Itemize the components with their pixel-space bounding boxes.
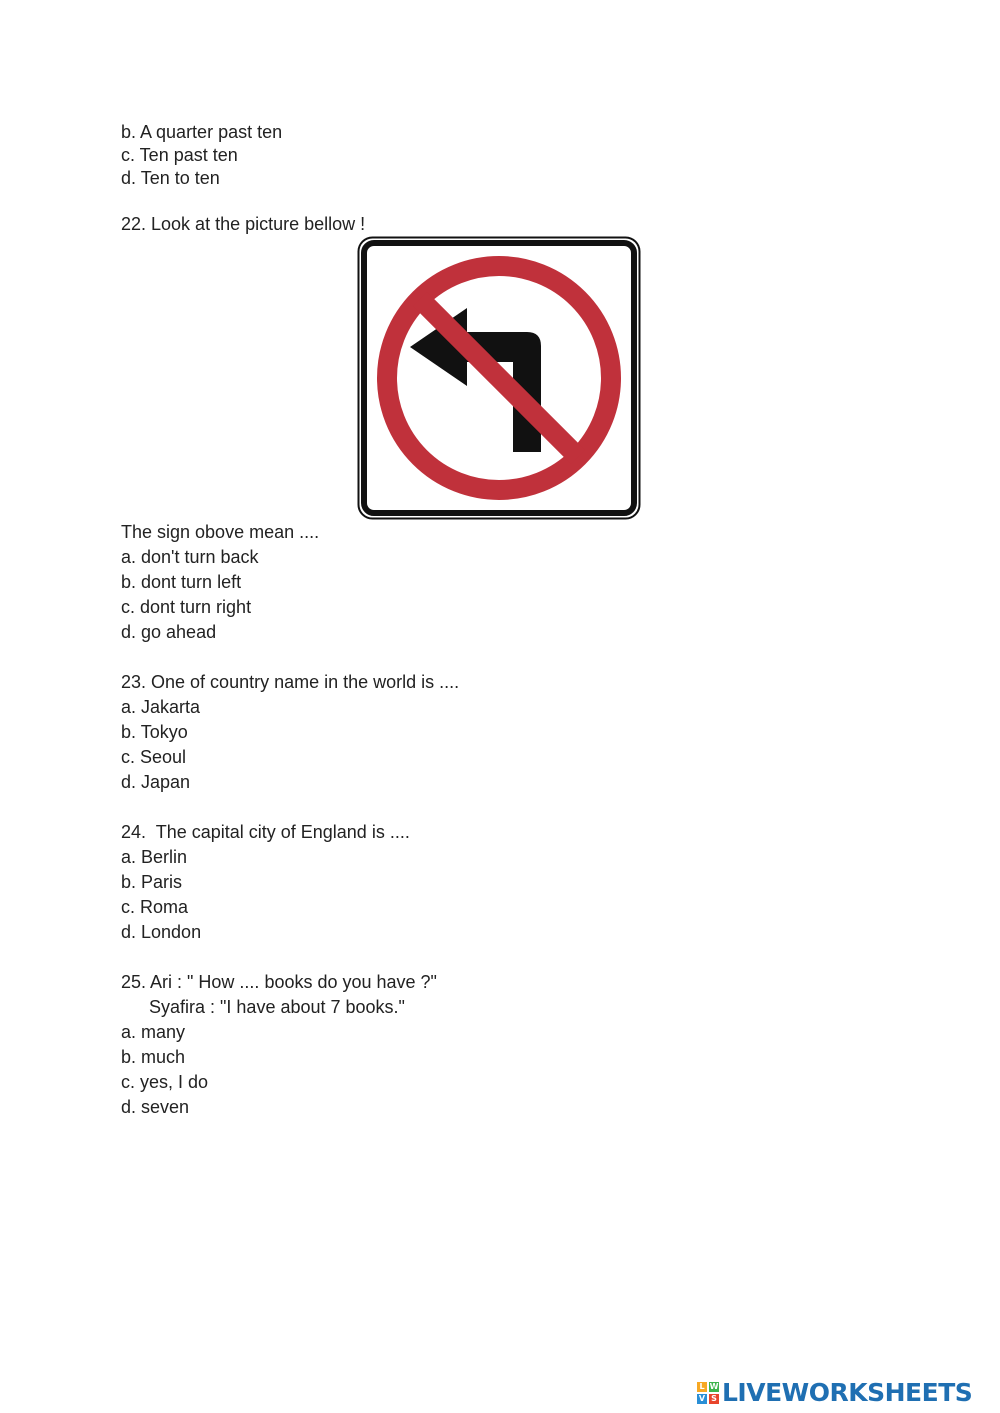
q24-option-b: b. Paris	[121, 872, 183, 892]
q22-option-b: b. dont turn left	[121, 572, 242, 592]
q22-option-d: d. go ahead	[121, 622, 217, 642]
q22-stem: The sign obove mean ....	[121, 522, 320, 542]
q24-question: 24. The capital city of England is ....	[121, 822, 410, 842]
q25-option-d: d. seven	[121, 1097, 190, 1117]
brand-mark-letter: L	[697, 1382, 707, 1392]
q21-option-c: c. Ten past ten	[121, 145, 238, 165]
no-left-turn-sign-icon	[357, 236, 641, 520]
q22-option-a: a. don't turn back	[121, 547, 259, 567]
q21-option-b: b. A quarter past ten	[121, 122, 283, 142]
brand-mark-letter: V	[698, 1394, 706, 1403]
q25-option-c: c. yes, I do	[121, 1072, 209, 1092]
q23-option-b: b. Tokyo	[121, 722, 188, 742]
q22-option-c: c. dont turn right	[121, 597, 252, 617]
q25-option-b: b. much	[121, 1047, 186, 1067]
q23-option-a: a. Jakarta	[121, 697, 201, 717]
brand-mark-letter: W	[709, 1382, 719, 1391]
brand-mark-icon	[697, 1382, 719, 1404]
q25-option-a: a. many	[121, 1022, 186, 1042]
q24-option-a: a. Berlin	[121, 847, 188, 867]
q24-option-d: d. London	[121, 922, 202, 942]
q24-option-c: c. Roma	[121, 897, 189, 917]
brand-mark-letter: S	[709, 1394, 719, 1404]
q25-reply: Syafira : "I have about 7 books."	[149, 997, 405, 1017]
q21-option-d: d. Ten to ten	[121, 168, 220, 188]
q22-question: 22. Look at the picture bellow !	[121, 214, 366, 234]
brand-name: LIVEWORKSHEETS	[722, 1378, 973, 1407]
q23-question: 23. One of country name in the world is ....	[121, 672, 460, 692]
q25-question: 25. Ari : " How .... books do you have ?"	[121, 972, 437, 992]
q23-option-d: d. Japan	[121, 772, 191, 792]
liveworksheets-logo	[697, 1378, 972, 1408]
q23-option-c: c. Seoul	[121, 747, 187, 767]
